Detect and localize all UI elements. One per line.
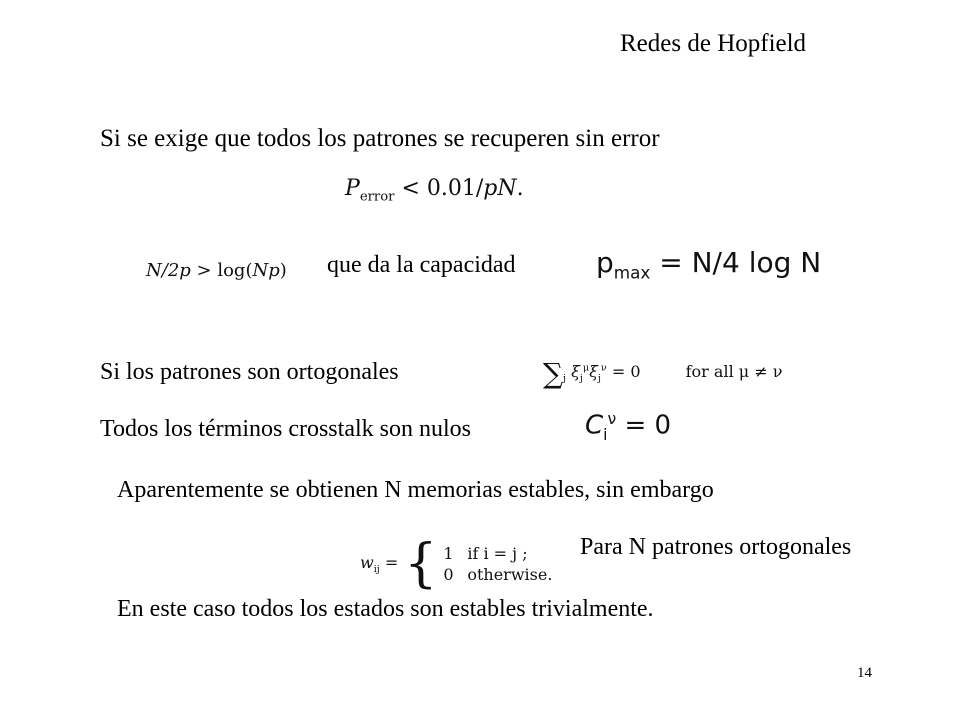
- orthogonal-statement: Si los patrones son ortogonales: [100, 359, 399, 385]
- error-free-statement: Si se exige que todos los patrones se recuperen sin error: [100, 125, 660, 152]
- condition-a: N/2: [146, 260, 180, 281]
- slide-title: Redes de Hopfield: [620, 30, 807, 57]
- crosstalk-symbol: C: [585, 410, 604, 441]
- weights-lhs-wrap: [360, 553, 398, 575]
- weights-lhs-sub: ij: [373, 564, 380, 576]
- weights-lhs: w: [360, 552, 374, 572]
- condition-b: p: [179, 260, 191, 281]
- perror-subscript: error: [359, 189, 395, 205]
- condition-d: Np: [252, 260, 280, 281]
- condition-e: ): [279, 260, 287, 281]
- n-patterns-label: Para N patrones ortogonales: [580, 534, 852, 560]
- xi-nu-index: j: [597, 373, 601, 385]
- crosstalk-statement: Todos los términos crosstalk son nulos: [100, 416, 471, 442]
- pmax-symbol: p: [596, 246, 614, 279]
- brace-symbol: {: [404, 534, 438, 594]
- condition-c: > log(: [190, 260, 253, 281]
- orthogonality-equation: $\sum_j$ $\xi_j^\mu\xi_j^\nu = 0$ for all μ ≠ ν: [543, 357, 783, 390]
- perror-rhs: < 0.01/: [401, 176, 484, 201]
- sum-symbol: ∑: [543, 357, 563, 390]
- apparent-statement: Aparentemente se obtienen N memorias estables, sin embargo: [117, 477, 714, 503]
- perror-symbol: P: [345, 176, 360, 201]
- case2-value: 0: [443, 565, 454, 584]
- crosstalk-rhs: = 0: [616, 410, 672, 441]
- ortho-condition: for all μ ≠ ν: [685, 362, 783, 381]
- crosstalk-superscript: ν: [607, 410, 617, 428]
- weights-case-1: [443, 544, 552, 563]
- pmax-subscript: max: [613, 262, 651, 283]
- page-number: 14: [857, 665, 872, 681]
- xi-mu-index: j: [579, 373, 583, 385]
- crosstalk-equation: [585, 410, 671, 444]
- weights-cases: [443, 544, 552, 584]
- pmax-rhs: = N/4 log N: [650, 246, 822, 279]
- capacity-label: que da la capacidad: [327, 252, 516, 278]
- perror-equation: [345, 176, 524, 204]
- xi-nu: ξ: [589, 362, 598, 381]
- weights-equation: [360, 534, 553, 594]
- case1-condition: if i = j ;: [467, 544, 528, 563]
- pmax-equation: [596, 246, 821, 283]
- case1-value: 1: [443, 544, 454, 563]
- weights-case-2: [443, 565, 552, 584]
- sum-index: j: [563, 373, 566, 385]
- case2-condition: otherwise.: [467, 565, 553, 584]
- xi-mu: ξ: [571, 362, 580, 381]
- weights-eq: =: [379, 552, 399, 572]
- perror-end: .: [516, 176, 524, 201]
- capacity-condition: [146, 260, 287, 281]
- trivial-statement: En este caso todos los estados son estables trivialmente.: [117, 596, 654, 622]
- perror-rhs-var: pN: [483, 176, 517, 201]
- ortho-eq: = 0: [606, 362, 641, 381]
- crosstalk-subscript: i: [603, 425, 608, 444]
